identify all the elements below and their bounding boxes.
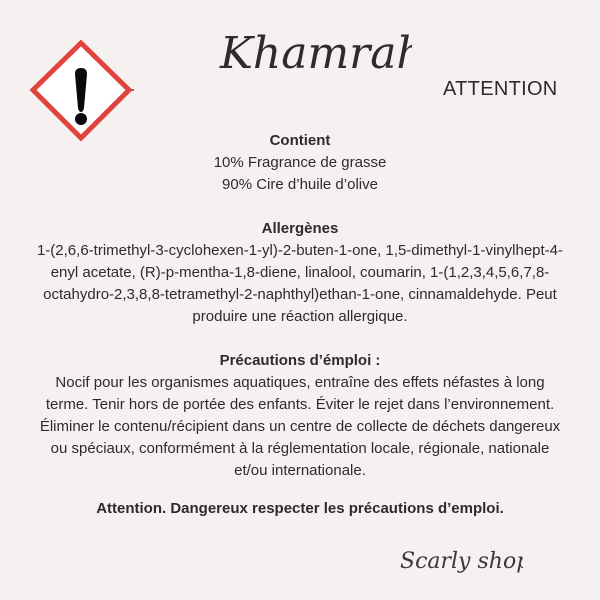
brand-title-text: Khamrah bbox=[220, 28, 412, 79]
composition-heading: Contient bbox=[269, 132, 331, 149]
signal-word: ATTENTION bbox=[443, 78, 558, 100]
precautions-line: et/ou internationale. bbox=[234, 462, 366, 479]
footer-warning: Attention. Dangereux respecter les précautions d’emploi. bbox=[96, 500, 504, 517]
precautions-line: terme. Tenir hors de portée des enfants. Éviter le rejet dans l’environnement. bbox=[45, 396, 555, 413]
brand-title bbox=[212, 6, 412, 96]
composition-line: 90% Cire d’huile d’olive bbox=[222, 176, 378, 193]
allergens-line: produire une réaction allergique. bbox=[192, 308, 408, 325]
allergens-line: 1-(2,6,6-trimethyl-3-cyclohexen-1-yl)-2-buten-1-one, 1,5-dimethyl-1-vinylhept-4- bbox=[36, 242, 564, 259]
allergens-section bbox=[0, 218, 600, 328]
label-content bbox=[0, 130, 600, 482]
shop-signature bbox=[398, 530, 523, 590]
composition-line: 10% Fragrance de grasse bbox=[213, 154, 387, 171]
precautions-line: Éliminer le contenu/récipient dans un centre de collecte de déchets dangereux bbox=[39, 418, 561, 435]
shop-signature-text: Scarly shop bbox=[400, 549, 523, 574]
precautions-line: Nocif pour les organismes aquatiques, entraîne des effets néfastes à long bbox=[55, 374, 545, 391]
precautions-line: ou spéciaux, conformément à la réglementation locale, régionale, nationale bbox=[50, 440, 550, 457]
precautions-heading: Précautions d’émploi : bbox=[219, 352, 381, 369]
precautions-section bbox=[0, 350, 600, 482]
allergens-heading: Allergènes bbox=[261, 220, 339, 237]
allergens-line: octahydro-2,3,8,8-tetramethyl-2-naphthyl)ethan-1-one, cinnamaldehyde. Peut bbox=[43, 286, 557, 303]
composition-section bbox=[0, 130, 600, 196]
allergens-line: enyl acetate, (R)-p-mentha-1,8-diene, linalool, coumarin, 1-(1,2,3,4,5,6,7,8- bbox=[50, 264, 550, 281]
